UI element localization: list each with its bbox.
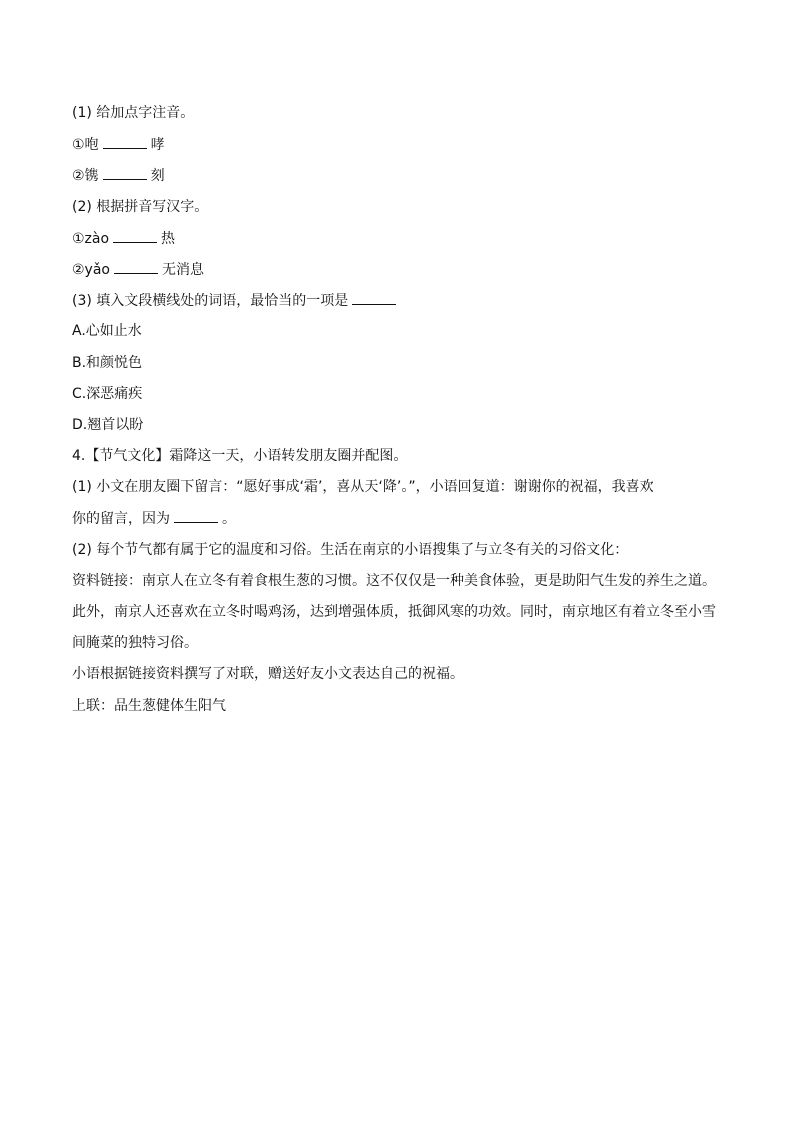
couplet-intro: 小语根据链接资料撰写了对联，赠送好友小文表达自己的祝福。 (72, 666, 464, 683)
q2-item-2-before: ②yǎo (72, 261, 110, 278)
q3-option-c: C.深恶痛疾 (72, 385, 143, 402)
answer-blank[interactable] (352, 290, 396, 305)
q1-prompt: (1) 给加点字注音。 (72, 105, 195, 121)
section-4-p2: (2) 每个节气都有属于它的温度和习俗。生活在南京的小语搜集了与立冬有关的习俗文化： (72, 541, 629, 558)
section-4-p1-line-2-before: 你的留言，因为 (72, 511, 170, 528)
section-4-p1-line-2-after: 。 (222, 511, 236, 528)
q1-item-1-after: 哮 (150, 137, 165, 154)
q1-item-1-before: ①咆 (72, 137, 99, 154)
answer-blank[interactable] (103, 134, 147, 149)
document-page (72, 103, 722, 727)
q1-item-2-after: 刻 (150, 168, 165, 185)
section-4-p1-line-1: (1) 小文在朋友圈下留言：“愿好事成‘霜’，喜从天‘降’。”，小语回复道：谢谢你的祝福，我喜欢 (72, 479, 654, 496)
material-line-3: 间腌菜的独特习俗。 (72, 635, 198, 652)
section-4-p1-line-2 (72, 508, 722, 528)
q2-item-2-after: 无消息 (161, 261, 204, 278)
answer-blank[interactable] (103, 165, 147, 180)
q1-item-2 (72, 165, 722, 185)
q2-prompt: (2) 根据拼音写汉字。 (72, 198, 209, 215)
material-line-1: 资料链接：南京人在立冬有着食根生葱的习惯。这不仅仅是一种美食体验，更是助阳气生发的养生之道。 (72, 572, 716, 589)
q2-item-2 (72, 259, 722, 279)
q3-option-b: B.和颜悦色 (72, 354, 143, 371)
answer-blank[interactable] (174, 508, 218, 523)
section-4-title: 4.【节气文化】霜降这一天，小语转发朋友圈并配图。 (72, 448, 408, 465)
q1-item-2-before: ②镌 (72, 168, 99, 185)
material-line-2: 此外，南京人还喜欢在立冬时喝鸡汤，达到增强体质，抵御风寒的功效。同时，南京地区有着立冬至小雪 (72, 604, 716, 620)
q3-prompt-text: (3) 填入文段横线处的词语，最恰当的一项是 (72, 293, 349, 310)
answer-blank[interactable] (114, 259, 158, 274)
answer-blank[interactable] (113, 228, 157, 243)
q3-option-a: A.心如止水 (72, 323, 142, 340)
q2-item-1-after: 热 (161, 230, 176, 247)
couplet-upper: 上联：品生葱健体生阳气 (72, 697, 226, 714)
q1-item-1 (72, 134, 722, 154)
q3-option-d: D.翘首以盼 (72, 416, 144, 433)
q2-item-1-before: ①zào (72, 230, 110, 247)
q3-prompt (72, 290, 722, 310)
q2-item-1 (72, 228, 722, 248)
